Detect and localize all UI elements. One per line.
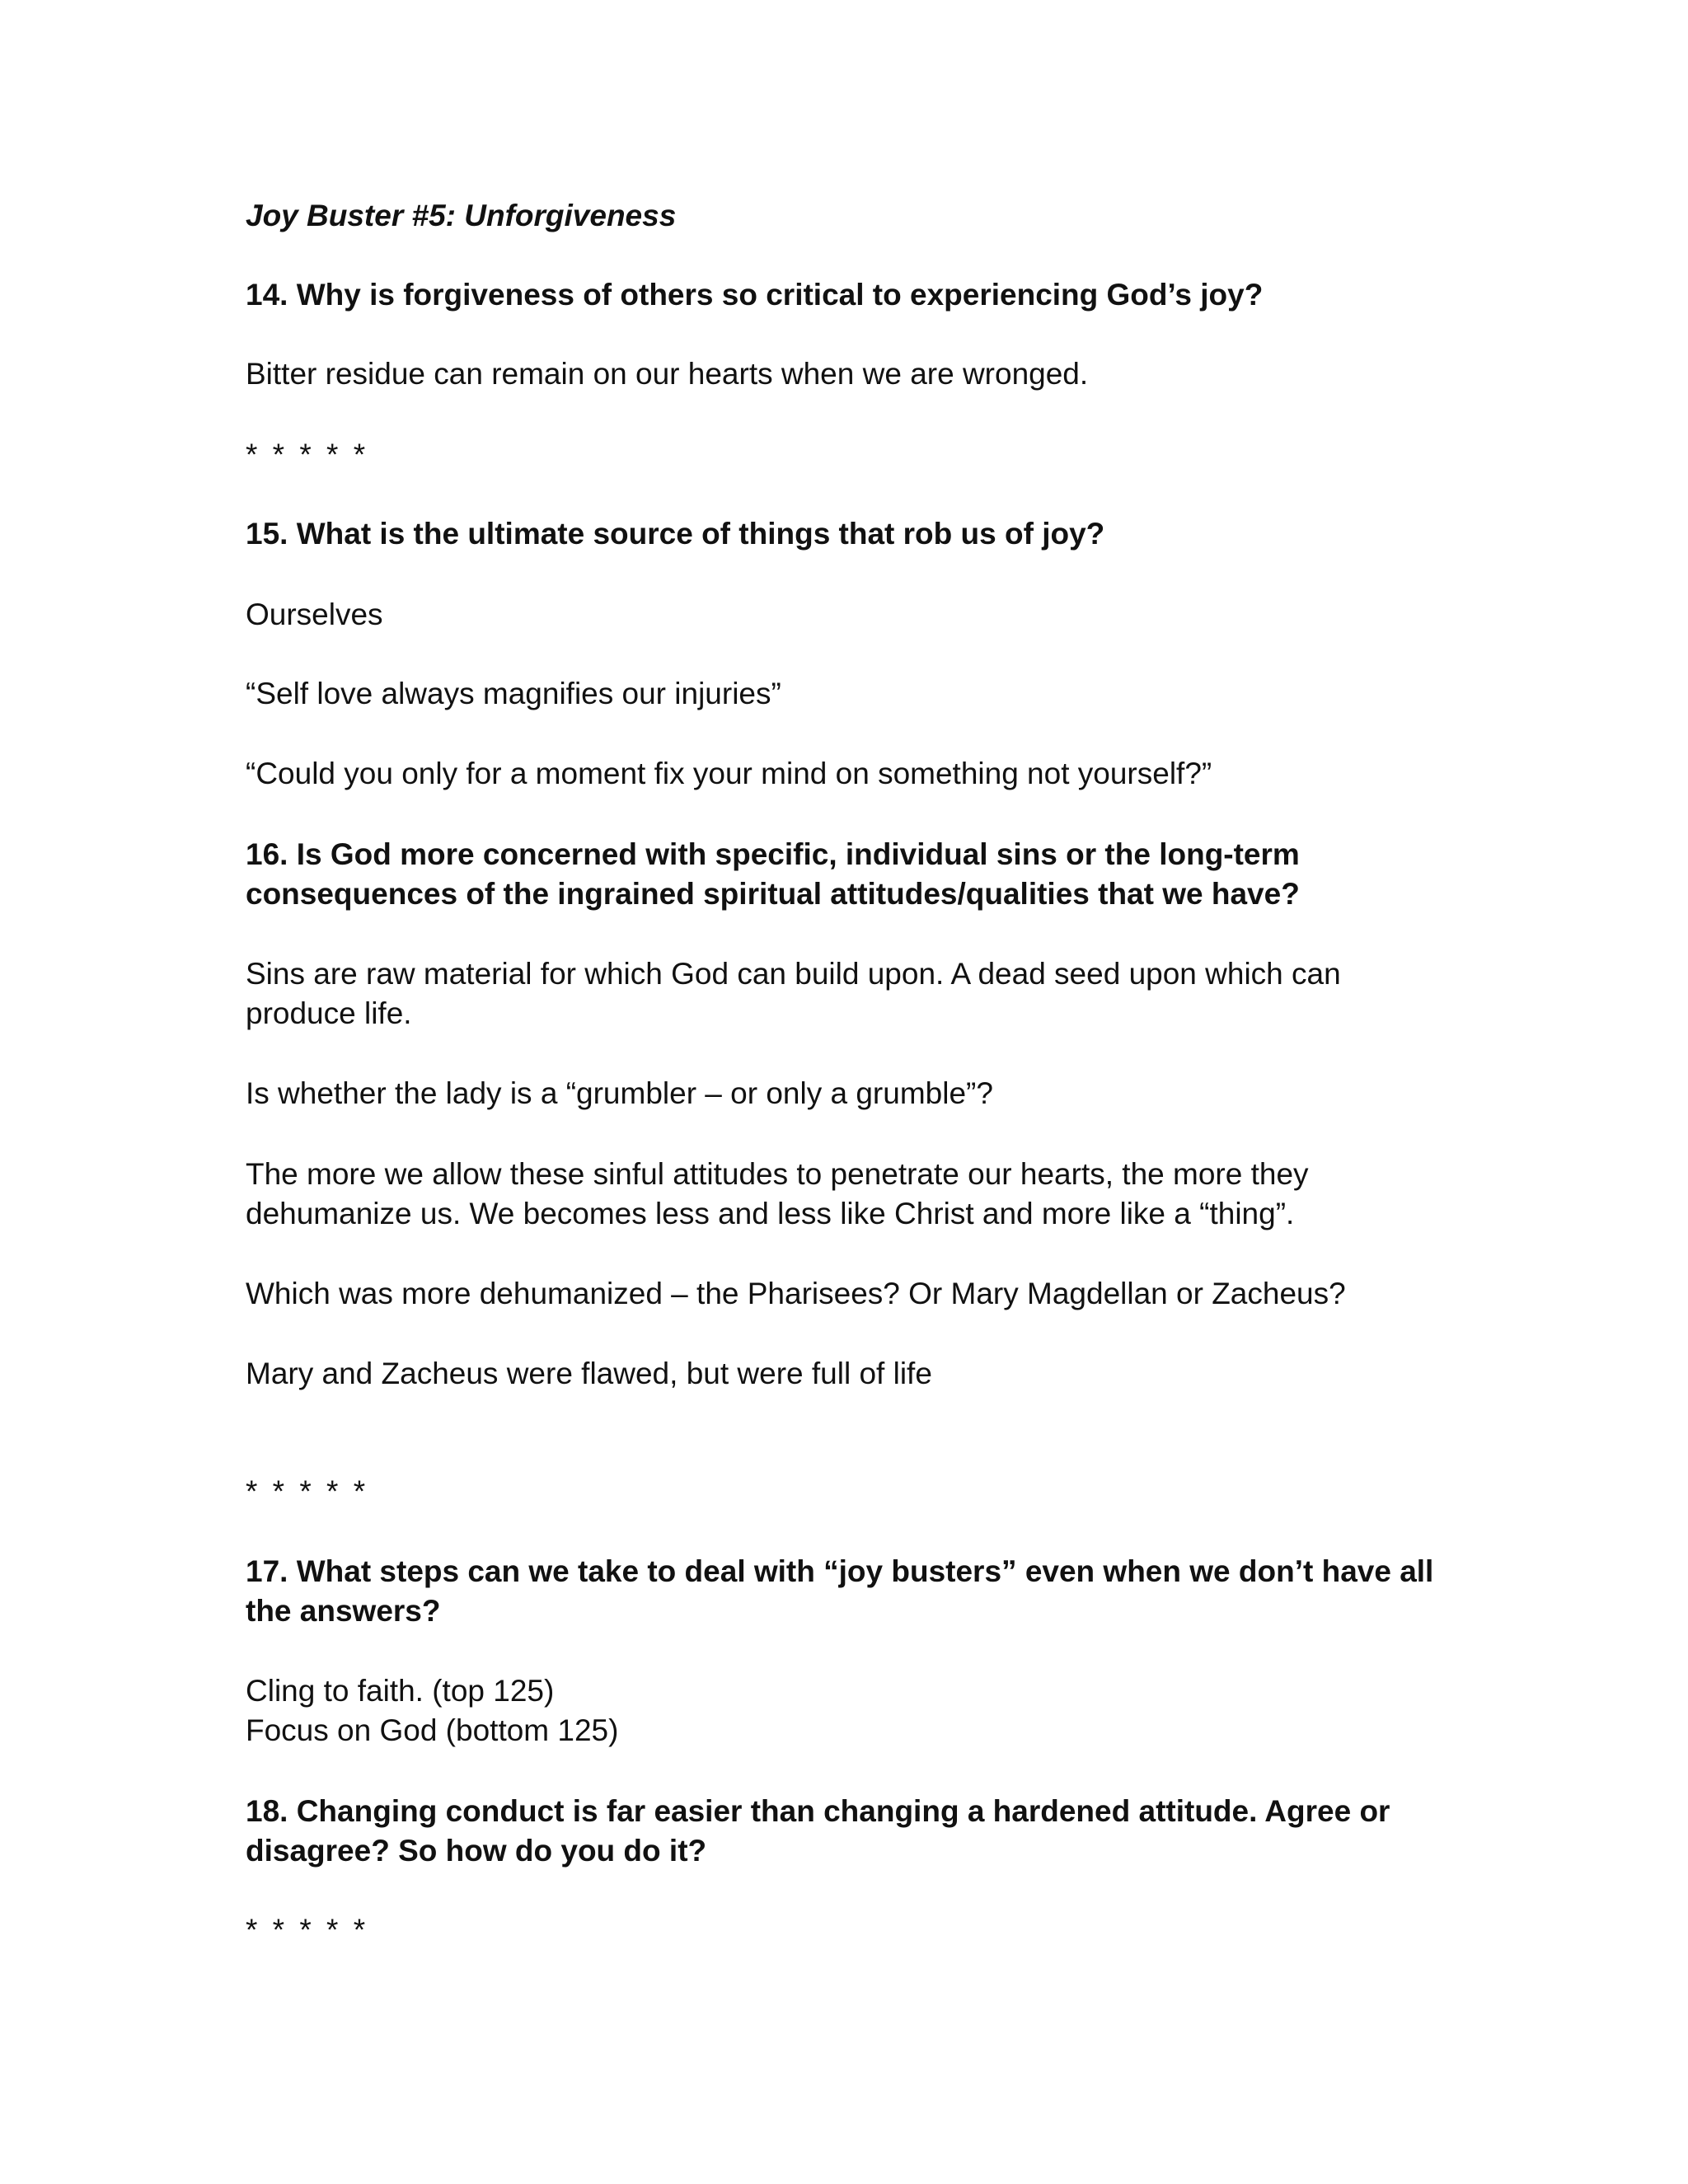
separator-3: * * * * * [246,1913,369,1947]
separator-2: * * * * * [246,1474,369,1508]
answer-16-para-1-line-2: produce life. [246,996,412,1030]
question-14: 14. Why is forgiveness of others so critical to experiencing God’s joy? [246,278,1264,312]
answer-16-para-3-line-1: The more we allow these sinful attitudes to penetrate our hearts, the more they [246,1157,1309,1191]
answer-14: Bitter residue can remain on our hearts when we are wronged. [246,357,1089,391]
answer-15-quote-2: “Could you only for a moment fix your mind on something not yourself?” [246,757,1212,790]
question-17-line-2: the answers? [246,1594,441,1628]
answer-15-quote-1: “Self love always magnifies our injuries” [246,677,781,710]
answer-16-para-4: Which was more dehumanized – the Pharisees? Or Mary Magdellan or Zacheus? [246,1277,1346,1310]
answer-17-line-2: Focus on God (bottom 125) [246,1713,619,1747]
answer-16-para-3-line-2: dehumanize us. We becomes less and less like Christ and more like a “thing”. [246,1197,1295,1230]
question-18-line-2: disagree? So how do you do it? [246,1834,707,1868]
section-heading: Joy Buster #5: Unforgiveness [246,199,677,232]
answer-16-para-2: Is whether the lady is a “grumbler – or only a grumble”? [246,1076,993,1110]
separator-1: * * * * * [246,438,369,471]
question-16-line-2: consequences of the ingrained spiritual attitudes/qualities that we have? [246,877,1300,911]
answer-16-para-5: Mary and Zacheus were flawed, but were full of life [246,1357,932,1390]
answer-17-line-1: Cling to faith. (top 125) [246,1674,555,1708]
question-16-line-1: 16. Is God more concerned with specific, individual sins or the long-term [246,837,1300,871]
question-17-line-1: 17. What steps can we take to deal with “joy busters” even when we don’t have all [246,1554,1434,1588]
question-15: 15. What is the ultimate source of things that rob us of joy? [246,517,1105,551]
question-18-line-1: 18. Changing conduct is far easier than changing a hardened attitude. Agree or [246,1794,1390,1828]
answer-15-ourselves: Ourselves [246,598,383,631]
answer-16-para-1-line-1: Sins are raw material for which God can build upon. A dead seed upon which can [246,957,1341,991]
